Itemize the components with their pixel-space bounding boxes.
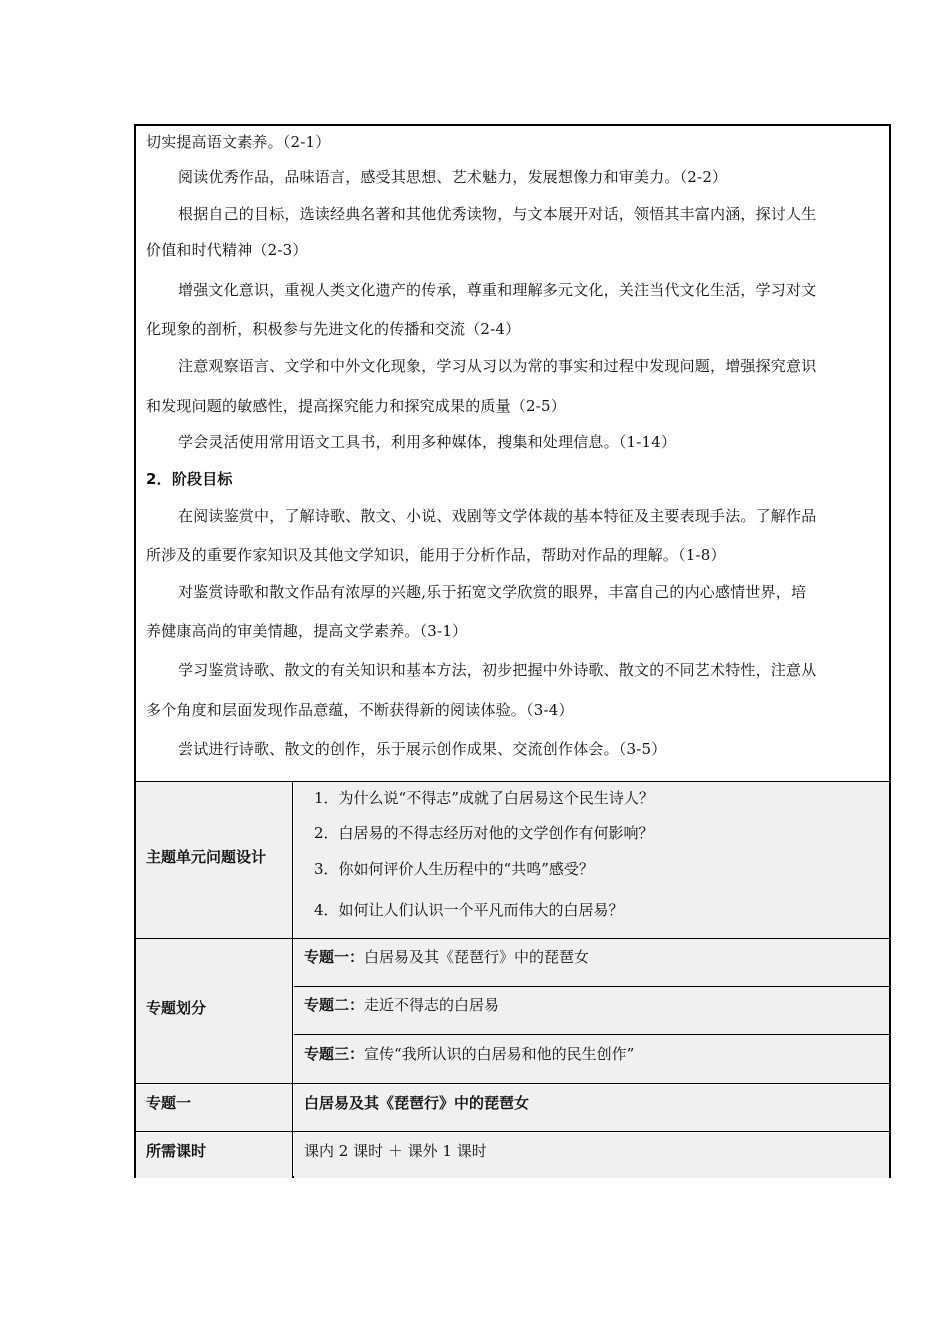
topic-item bbox=[304, 1043, 634, 1064]
hours-label: 所需课时 bbox=[146, 1142, 207, 1160]
stage-line: 养健康高尚的审美情趣，提高文学素养。（3-1） bbox=[146, 622, 468, 640]
question-item: 3．你如何评价人生历程中的“共鸣”感受？ bbox=[314, 860, 594, 878]
topic-divider bbox=[294, 1034, 889, 1035]
goal-line: 阅读优秀作品，品味语言，感受其思想、艺术魅力，发展想像力和审美力。（2-2） bbox=[178, 168, 728, 186]
topic-text: 走近不得志的白居易 bbox=[364, 996, 500, 1014]
topic-text: 白居易及其《琵琶行》中的琵琶女 bbox=[364, 948, 590, 966]
questions-cell bbox=[294, 782, 889, 938]
goal-line: 根据自己的目标，选读经典名著和其他优秀读物，与文本展开对话，领悟其丰富内涵，探讨人生 bbox=[178, 205, 817, 223]
stage-line: 学习鉴赏诗歌、散文的有关知识和基本方法，初步把握中外诗歌、散文的不同艺术特性，注意从 bbox=[178, 661, 817, 679]
stage-heading: 2．阶段目标 bbox=[146, 470, 233, 488]
questions-label-cell bbox=[136, 782, 293, 938]
topic-divider bbox=[294, 986, 889, 987]
goal-line: 学会灵活使用常用语文工具书，利用多种媒体，搜集和处理信息。（1-14） bbox=[178, 433, 677, 451]
topic-one-value: 白居易及其《琵琶行》中的琵琶女 bbox=[304, 1094, 530, 1112]
topic-one-label: 专题一 bbox=[146, 1094, 192, 1112]
stage-line: 多个角度和层面发现作品意蕴，不断获得新的阅读体验。（3-4） bbox=[146, 701, 574, 719]
topic-tag: 专题二： bbox=[304, 996, 365, 1014]
topics-cell bbox=[294, 939, 889, 1083]
hours-cell bbox=[294, 1132, 889, 1178]
stage-line: 对鉴赏诗歌和散文作品有浓厚的兴趣,乐于拓宽文学欣赏的眼界，丰富自己的内心感情世界，培 bbox=[178, 583, 807, 601]
goal-line: 增强文化意识，重视人类文化遗产的传承，尊重和理解多元文化，关注当代文化生活，学习对文 bbox=[178, 281, 817, 299]
lesson-plan-table bbox=[134, 124, 891, 1178]
stage-line: 尝试进行诗歌、散文的创作，乐于展示创作成果、交流创作体会。（3-5） bbox=[178, 740, 667, 758]
goal-line: 注意观察语言、文学和中外文化现象，学习从习以为常的事实和过程中发现问题，增强探究意识 bbox=[178, 357, 817, 375]
hours-label-cell bbox=[136, 1132, 293, 1178]
topics-label-cell bbox=[136, 939, 293, 1083]
topics-label: 专题划分 bbox=[146, 999, 207, 1017]
hours-value: 课内 2 课时 ＋ 课外 1 课时 bbox=[304, 1142, 487, 1160]
topic-one-label-cell bbox=[136, 1084, 293, 1131]
goal-line: 切实提高语文素养。（2-1） bbox=[146, 133, 331, 151]
goals-cell bbox=[136, 126, 889, 782]
question-item: 1．为什么说“不得志”成就了白居易这个民生诗人？ bbox=[314, 789, 654, 807]
stage-line: 在阅读鉴赏中，了解诗歌、散文、小说、戏剧等文学体裁的基本特征及主要表现手法。了解作品 bbox=[178, 507, 817, 525]
goal-line: 化现象的剖析，积极参与先进文化的传播和交流（2-4） bbox=[146, 320, 521, 338]
topic-item bbox=[304, 946, 589, 967]
goal-line: 价值和时代精神（2-3） bbox=[146, 241, 308, 259]
topic-one-cell bbox=[294, 1084, 889, 1131]
stage-line: 所涉及的重要作家知识及其他文学知识，能用于分析作品，帮助对作品的理解。（1-8） bbox=[146, 546, 726, 564]
topic-text: 宣传“我所认识的白居易和他的民生创作” bbox=[364, 1045, 635, 1063]
topic-tag: 专题一： bbox=[304, 948, 365, 966]
question-item: 2．白居易的不得志经历对他的文学创作有何影响？ bbox=[314, 824, 654, 842]
topic-tag: 专题三： bbox=[304, 1045, 365, 1063]
topic-item bbox=[304, 994, 499, 1015]
question-item: 4．如何让人们认识一个平凡而伟大的白居易？ bbox=[314, 901, 624, 919]
questions-label: 主题单元问题设计 bbox=[146, 848, 267, 866]
goal-line: 和发现问题的敏感性，提高探究能力和探究成果的质量（2-5） bbox=[146, 397, 566, 415]
